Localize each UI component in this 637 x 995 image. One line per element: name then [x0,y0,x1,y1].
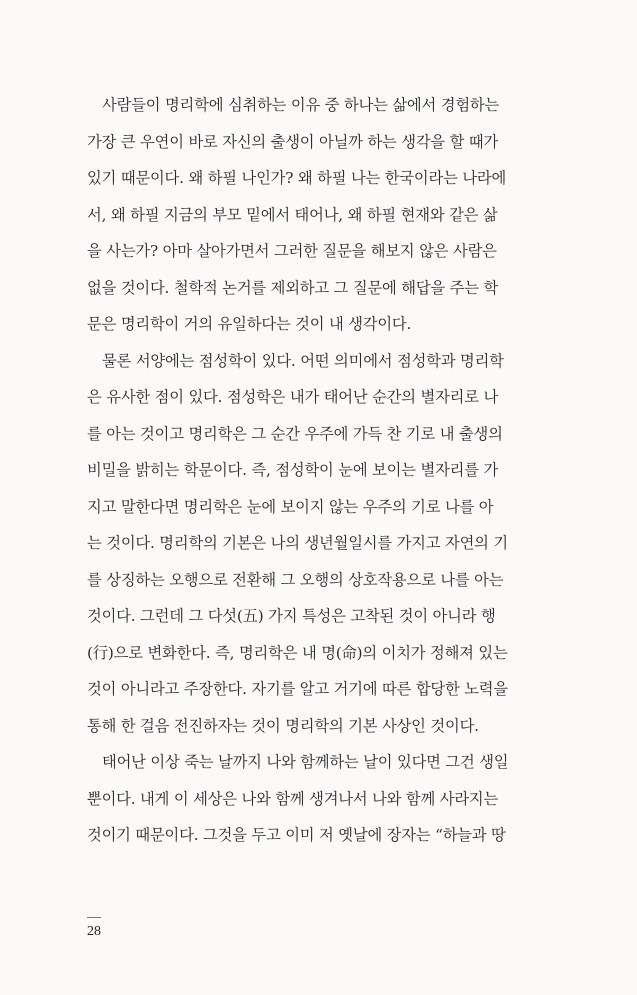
text-line: 있기 때문이다. 왜 하필 나인가? 왜 하필 나는 한국이라는 나라에 [87,169,507,187]
text-line: 을 사는가? 아마 살아가면서 그러한 질문을 해보지 않은 사람은 [87,242,497,260]
text-line: 태어난 이상 죽는 날까지 나와 함께하는 날이 있다면 그건 생일 [102,753,509,771]
text-line: 것이기 때문이다. 그것을 두고 이미 저 옛날에 장자는 “하늘과 땅 [87,826,506,844]
page-number-rule [87,917,101,918]
text-line: 지고 말한다면 명리학은 눈에 보이지 않는 우주의 기로 나를 아 [87,497,494,516]
text-line: 문은 명리학이 거의 유일하다는 것이 내 생각이다. [87,315,412,333]
text-line: 은 유사한 점이 있다. 점성학은 내가 태어난 순간의 별자리로 나 [87,388,499,406]
text-line: 통해 한 걸음 전진하자는 것이 명리학의 기본 사상인 것이다. [87,716,479,735]
text-line: 가장 큰 우연이 바로 자신의 출생이 아닐까 하는 생각을 할 때가 [87,132,499,151]
text-line: 를 상징하는 오행으로 전환해 그 오행의 상호작용으로 나를 아는 [87,570,504,589]
text-line: 것이 아니라고 주장한다. 자기를 알고 거기에 따른 합당한 노력을 [87,680,508,698]
page-number: 28 [87,924,101,939]
text-line: 를 아는 것이고 명리학은 그 순간 우주에 가득 찬 기로 내 출생의 [87,424,503,443]
text-line: 없을 것이다. 철학적 논거를 제외하고 그 질문에 해답을 주는 학 [87,278,499,297]
text-line: 비밀을 밝히는 학문이다. 즉, 점성학이 눈에 보이는 별자리를 가 [87,461,499,479]
text-line: 사람들이 명리학에 심취하는 이유 중 하나는 삶에서 경험하는 [102,96,500,114]
text-line: (行)으로 변화한다. 즉, 명리학은 내 명(命)의 이치가 정해져 있는 [87,643,508,662]
text-line: 는 것이다. 명리학의 기본은 나의 생년월일시를 가지고 자연의 기 [87,534,508,552]
body-text [87,87,545,854]
text-line: 것이다. 그런데 그 다섯(五) 가지 특성은 고착된 것이 아니라 행 [87,607,496,625]
text-line: 물론 서양에는 점성학이 있다. 어떤 의미에서 점성학과 명리학 [102,351,504,370]
text-line: 서, 왜 하필 지금의 부모 밑에서 태어나, 왜 하필 현재와 같은 삶 [87,205,498,224]
text-line: 뿐이다. 내게 이 세상은 나와 함께 생겨나서 나와 함께 사라지는 [87,789,499,808]
